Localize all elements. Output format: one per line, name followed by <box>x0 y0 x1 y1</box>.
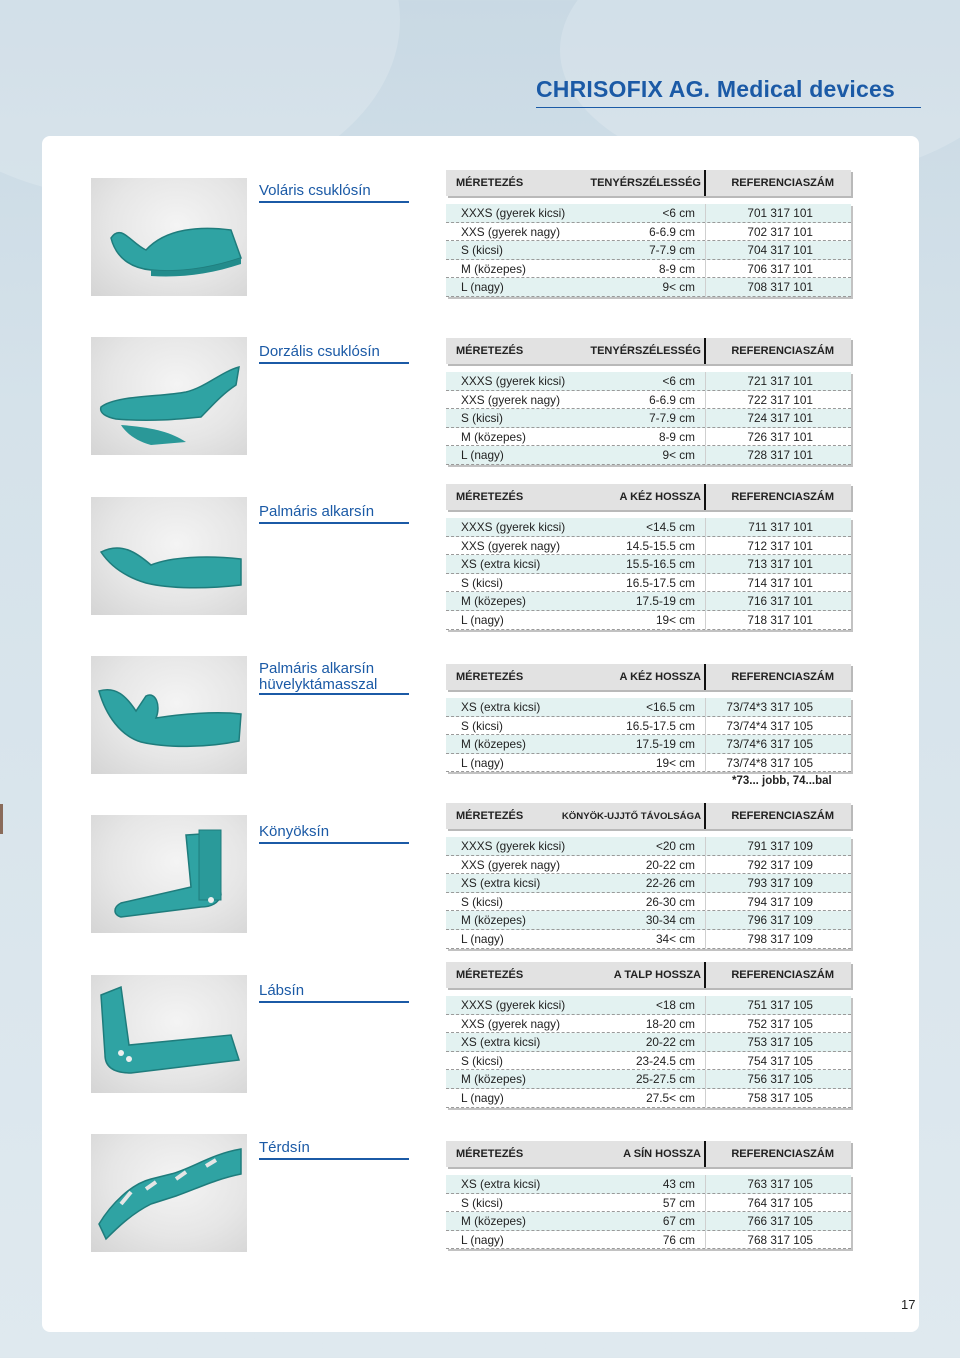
table-row <box>446 717 851 736</box>
table-row <box>446 930 851 949</box>
header-divider <box>704 484 706 510</box>
size-cell: M (közepes) <box>461 737 526 752</box>
size-cell: L (nagy) <box>461 1090 504 1105</box>
reference-cell: 713 317 101 <box>747 557 813 572</box>
measure-cell: 19< cm <box>655 612 695 627</box>
size-cell: XS (extra kicsi) <box>461 876 541 891</box>
size-table <box>446 962 851 1108</box>
product-name: Könyöksín <box>259 824 409 844</box>
table-row <box>446 409 851 428</box>
table-header <box>446 664 851 690</box>
reference-cell: 764 317 105 <box>747 1195 813 1210</box>
measure-cell: <18 cm <box>655 998 695 1012</box>
column-header: MÉRETEZÉS <box>456 810 524 822</box>
table-header <box>446 1141 851 1167</box>
table-row <box>446 223 851 242</box>
measure-cell: <16.5 cm <box>646 700 695 714</box>
size-cell: S (kicsi) <box>461 411 503 426</box>
reference-cell: 728 317 101 <box>747 448 813 463</box>
reference-cell: 751 317 105 <box>747 998 813 1012</box>
column-header: MÉRETEZÉS <box>456 1148 524 1160</box>
reference-cell: 722 317 101 <box>747 392 813 407</box>
volar-wrist-splint-image <box>91 178 247 296</box>
measure-cell: 7-7.9 cm <box>649 411 695 426</box>
table-body <box>446 698 851 772</box>
size-cell: S (kicsi) <box>461 1195 503 1210</box>
column-header: MÉRETEZÉS <box>456 345 524 357</box>
size-cell: M (közepes) <box>461 1214 526 1229</box>
title-underline <box>536 107 921 108</box>
reference-cell: 793 317 109 <box>747 876 813 891</box>
reference-cell: 754 317 105 <box>747 1053 813 1068</box>
reference-cell: 796 317 109 <box>747 913 813 928</box>
page-title: CHRISOFIX AG. Medical devices <box>536 76 895 102</box>
table-row <box>446 518 851 537</box>
size-table <box>446 803 851 949</box>
palmar-forearm-splint-image <box>91 497 247 615</box>
measure-cell: 16.5-17.5 cm <box>626 575 695 590</box>
measure-cell: 7-7.9 cm <box>649 243 695 258</box>
measure-cell: 15.5-16.5 cm <box>626 557 695 572</box>
measure-cell: 30-34 cm <box>645 913 695 928</box>
size-cell: XXXS (gyerek kicsi) <box>461 998 566 1012</box>
measure-cell: 67 cm <box>662 1214 695 1229</box>
column-header: REFERENCIASZÁM <box>731 810 834 822</box>
reference-cell: 718 317 101 <box>747 612 813 627</box>
table-row <box>446 996 851 1015</box>
size-cell: L (nagy) <box>461 1232 504 1247</box>
reference-cell: 706 317 101 <box>747 261 813 276</box>
measure-cell: 9< cm <box>662 448 695 463</box>
measure-cell: 16.5-17.5 cm <box>626 718 695 733</box>
table-row <box>446 856 851 875</box>
measure-cell: 9< cm <box>662 280 695 295</box>
measure-cell: <14.5 cm <box>646 520 695 534</box>
column-header: A TALP HOSSZA <box>613 969 701 981</box>
size-cell: S (kicsi) <box>461 575 503 590</box>
table-body <box>446 996 851 1108</box>
table-row <box>446 1089 851 1108</box>
size-cell: M (közepes) <box>461 1072 526 1087</box>
table-body <box>446 372 851 465</box>
measure-cell: 8-9 cm <box>658 261 695 276</box>
knee-splint-image <box>91 1134 247 1252</box>
column-header: REFERENCIASZÁM <box>731 345 834 357</box>
table-row <box>446 241 851 260</box>
table-header <box>446 962 851 988</box>
palmar-thumb-splint-image <box>91 656 247 774</box>
table-row <box>446 735 851 754</box>
table-header <box>446 484 851 510</box>
measure-cell: 6-6.9 cm <box>649 392 695 407</box>
table-body <box>446 518 851 630</box>
reference-cell: 756 317 105 <box>747 1072 813 1087</box>
column-header: MÉRETEZÉS <box>456 177 524 189</box>
column-header: A SÍN HOSSZA <box>623 1148 701 1160</box>
reference-cell: 708 317 101 <box>747 280 813 295</box>
size-cell: L (nagy) <box>461 448 504 463</box>
table-row <box>446 893 851 912</box>
size-table <box>446 338 851 465</box>
size-table <box>446 664 851 772</box>
reference-cell: 73/74*8 317 105 <box>726 755 813 770</box>
size-cell: XS (extra kicsi) <box>461 557 541 572</box>
table-row <box>446 754 851 773</box>
reference-cell: 753 317 105 <box>747 1035 813 1050</box>
product-name: Térdsín <box>259 1140 409 1160</box>
column-header: TENYÉRSZÉLESSÉG <box>590 177 701 189</box>
size-cell: XXXS (gyerek kicsi) <box>461 839 566 853</box>
size-cell: XXS (gyerek nagy) <box>461 1016 561 1031</box>
table-header <box>446 170 851 196</box>
reference-cell: 792 317 109 <box>747 857 813 872</box>
measure-cell: 17.5-19 cm <box>635 594 695 609</box>
size-table <box>446 170 851 297</box>
measure-cell: 27.5< cm <box>646 1090 695 1105</box>
reference-cell: 73/74*3 317 105 <box>726 700 813 714</box>
reference-cell: 721 317 101 <box>747 374 813 388</box>
column-header: REFERENCIASZÁM <box>731 1148 834 1160</box>
column-header: KÖNYÖK-UJJTŐ TÁVOLSÁGA <box>561 811 701 822</box>
product-name: Palmáris alkarsín hüvelyktámasszal <box>259 660 378 693</box>
reference-cell: 714 317 101 <box>747 575 813 590</box>
size-cell: M (közepes) <box>461 913 526 928</box>
reference-cell: 752 317 105 <box>747 1016 813 1031</box>
table-row <box>446 698 851 717</box>
table-row <box>446 611 851 630</box>
measure-cell: 19< cm <box>655 755 695 770</box>
measure-cell: <6 cm <box>662 374 695 388</box>
table-row <box>446 1212 851 1231</box>
size-cell: S (kicsi) <box>461 894 503 909</box>
size-cell: XXXS (gyerek kicsi) <box>461 374 566 388</box>
size-cell: XS (extra kicsi) <box>461 1035 541 1050</box>
measure-cell: 43 cm <box>662 1177 695 1191</box>
table-body <box>446 837 851 949</box>
column-header: TENYÉRSZÉLESSÉG <box>590 345 701 357</box>
table-body <box>446 204 851 297</box>
measure-cell: 23-24.5 cm <box>635 1053 695 1068</box>
column-header: REFERENCIASZÁM <box>731 671 834 683</box>
column-header: REFERENCIASZÁM <box>731 177 834 189</box>
size-cell: L (nagy) <box>461 931 504 946</box>
reference-cell: 711 317 101 <box>748 520 813 534</box>
product-name: Dorzális csuklósín <box>259 344 409 364</box>
measure-cell: <20 cm <box>655 839 695 853</box>
table-row <box>446 372 851 391</box>
table-body <box>446 1175 851 1249</box>
measure-cell: 6-6.9 cm <box>649 224 695 239</box>
reference-cell: 726 317 101 <box>747 429 813 444</box>
column-header: MÉRETEZÉS <box>456 969 524 981</box>
header-divider <box>704 803 706 829</box>
reference-cell: 766 317 105 <box>747 1214 813 1229</box>
size-cell: S (kicsi) <box>461 1053 503 1068</box>
table-row <box>446 1052 851 1071</box>
size-cell: XXS (gyerek nagy) <box>461 857 561 872</box>
measure-cell: 20-22 cm <box>645 857 695 872</box>
measure-cell: 20-22 cm <box>645 1035 695 1050</box>
reference-cell: 791 317 109 <box>747 839 813 853</box>
measure-cell: 76 cm <box>662 1232 695 1247</box>
measure-cell: 25-27.5 cm <box>635 1072 695 1087</box>
measure-cell: 26-30 cm <box>645 894 695 909</box>
reference-cell: 73/74*4 317 105 <box>726 718 813 733</box>
size-cell: M (közepes) <box>461 261 526 276</box>
measure-cell: 22-26 cm <box>645 876 695 891</box>
column-header: MÉRETEZÉS <box>456 671 524 683</box>
table-row <box>446 555 851 574</box>
elbow-splint-image <box>91 815 247 933</box>
table-row <box>446 1033 851 1052</box>
measure-cell: <6 cm <box>662 206 695 220</box>
table-row <box>446 278 851 297</box>
table-row <box>446 260 851 279</box>
reference-cell: 798 317 109 <box>747 931 813 946</box>
table-header <box>446 803 851 829</box>
table-row <box>446 537 851 556</box>
column-header: MÉRETEZÉS <box>456 491 524 503</box>
size-cell: XXXS (gyerek kicsi) <box>461 520 566 534</box>
measure-cell: 17.5-19 cm <box>635 737 695 752</box>
size-cell: M (közepes) <box>461 594 526 609</box>
reference-cell: 716 317 101 <box>747 594 813 609</box>
column-header: REFERENCIASZÁM <box>731 491 834 503</box>
table-header <box>446 338 851 364</box>
header-divider <box>704 1141 706 1167</box>
size-cell: XS (extra kicsi) <box>461 1177 541 1191</box>
size-cell: XXXS (gyerek kicsi) <box>461 206 566 220</box>
table-row <box>446 1175 851 1194</box>
column-header: A KÉZ HOSSZA <box>619 671 701 683</box>
product-name: Voláris csuklósín <box>259 183 409 203</box>
size-cell: XXS (gyerek nagy) <box>461 392 561 407</box>
measure-cell: 34< cm <box>655 931 695 946</box>
table-row <box>446 204 851 223</box>
table-row <box>446 391 851 410</box>
size-cell: S (kicsi) <box>461 718 503 733</box>
reference-cell: 724 317 101 <box>747 411 813 426</box>
reference-cell: 73/74*6 317 105 <box>726 737 813 752</box>
reference-cell: 763 317 105 <box>747 1177 813 1191</box>
reference-cell: 768 317 105 <box>747 1232 813 1247</box>
size-cell: XXS (gyerek nagy) <box>461 224 561 239</box>
page-edge-mark <box>0 804 3 834</box>
size-cell: L (nagy) <box>461 280 504 295</box>
reference-cell: 704 317 101 <box>747 243 813 258</box>
table-row <box>446 1070 851 1089</box>
page-number: 17 <box>901 1297 916 1312</box>
product-name-underline <box>259 693 409 695</box>
size-table <box>446 484 851 630</box>
reference-cell: 701 317 101 <box>747 206 813 220</box>
footnote: *73... jobb, 74...bal <box>732 775 832 787</box>
table-row <box>446 592 851 611</box>
measure-cell: 8-9 cm <box>658 429 695 444</box>
measure-cell: 57 cm <box>662 1195 695 1210</box>
table-row <box>446 446 851 465</box>
table-row <box>446 428 851 447</box>
reference-cell: 712 317 101 <box>747 538 813 553</box>
column-header: REFERENCIASZÁM <box>731 969 834 981</box>
table-row <box>446 1231 851 1250</box>
size-table <box>446 1141 851 1249</box>
table-row <box>446 574 851 593</box>
table-row <box>446 837 851 856</box>
foot-splint-image <box>91 975 247 1093</box>
dorsal-wrist-splint-image <box>91 337 247 455</box>
table-row <box>446 1194 851 1213</box>
table-row <box>446 1015 851 1034</box>
header-divider <box>704 170 706 196</box>
size-cell: S (kicsi) <box>461 243 503 258</box>
size-cell: XXS (gyerek nagy) <box>461 538 561 553</box>
header-divider <box>704 664 706 690</box>
header-divider <box>704 962 706 988</box>
size-cell: M (közepes) <box>461 429 526 444</box>
table-row <box>446 911 851 930</box>
product-name: Lábsín <box>259 983 409 1003</box>
reference-cell: 702 317 101 <box>747 224 813 239</box>
size-cell: L (nagy) <box>461 612 504 627</box>
size-cell: L (nagy) <box>461 755 504 770</box>
table-row <box>446 874 851 893</box>
reference-cell: 794 317 109 <box>747 894 813 909</box>
reference-cell: 758 317 105 <box>747 1090 813 1105</box>
column-header: A KÉZ HOSSZA <box>619 491 701 503</box>
product-name: Palmáris alkarsín <box>259 504 409 524</box>
measure-cell: 18-20 cm <box>645 1016 695 1031</box>
measure-cell: 14.5-15.5 cm <box>626 538 695 553</box>
size-cell: XS (extra kicsi) <box>461 700 541 714</box>
header-divider <box>704 338 706 364</box>
